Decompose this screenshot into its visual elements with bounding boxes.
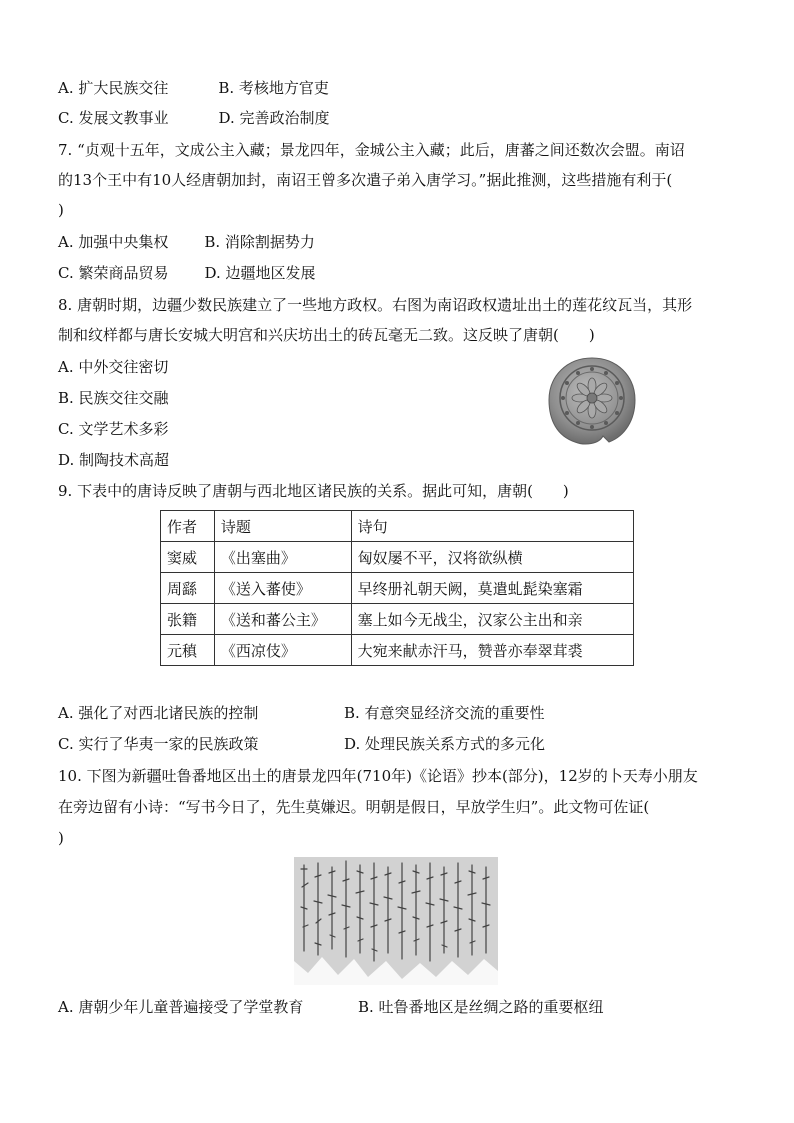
q6-option-c: C. 发展文教事业 [58,109,169,127]
q7-stem-line-1: 7. “贞观十五年，文成公主入藏；景龙四年，金城公主入藏；此后，唐蕃之间还数次会盟。南诏 [58,141,685,159]
table-cell-verse: 塞上如今无战尘，汉家公主出和亲 [351,604,633,635]
table-row [161,573,634,604]
table-cell-verse: 早终册礼朝天阙，莫遣虬髭染塞霜 [351,573,633,604]
q7-stem-line-3: ) [58,201,64,219]
table-cell-title: 《送入蕃使》 [214,573,351,604]
table-header-cell: 作者 [161,511,215,542]
q9-option-a: A. 强化了对西北诸民族的控制 [58,704,259,722]
table-header-row [161,511,634,542]
q10-option-a: A. 唐朝少年儿童普遍接受了学堂教育 [58,998,304,1016]
q6-options-row-1 [58,78,329,98]
q9-options-row-1 [58,703,545,723]
q9-option-c: C. 实行了华夷一家的民族政策 [58,735,259,753]
lotus-tile-image [545,354,639,448]
analects-manuscript-image [294,857,498,985]
q10-stem-line-1: 10. 下图为新疆吐鲁番地区出土的唐景龙四年(710年)《论语》抄本(部分)，12岁的卜天寿小朋友 [58,767,698,785]
table-row [161,604,634,635]
table-cell-title: 《西凉伎》 [214,635,351,666]
q10-stem-line-3: ) [58,829,64,847]
q6-option-b: B. 考核地方官吏 [218,79,329,97]
tang-poems-table [160,510,634,666]
q6-options-row-2 [58,108,330,128]
q7-option-d: D. 边疆地区发展 [204,264,316,282]
q9-stem: 9. 下表中的唐诗反映了唐朝与西北地区诸民族的关系。据此可知，唐朝( ) [58,482,569,500]
q7-options-row-2 [58,263,316,283]
q10-options-row-1 [58,997,604,1017]
table-cell-verse: 大宛来献赤汗马，赞普亦奉翠茸裘 [351,635,633,666]
q8-stem-line-2: 制和纹样都与唐长安城大明宫和兴庆坊出土的砖瓦毫无二致。这反映了唐朝( ) [58,326,595,344]
q9-option-b: B. 有意突显经济交流的重要性 [344,704,545,722]
q10-option-b: B. 吐鲁番地区是丝绸之路的重要枢纽 [358,998,604,1016]
q7-option-a: A. 加强中央集权 [58,233,169,251]
q8-option-b: B. 民族交往交融 [58,389,169,407]
table-cell-verse: 匈奴屡不平，汉将欲纵横 [351,542,633,573]
q8-option-a: A. 中外交往密切 [58,358,169,376]
table-row [161,542,634,573]
q8-option-c: C. 文学艺术多彩 [58,420,169,438]
table-cell-title: 《送和蕃公主》 [214,604,351,635]
q7-options-row-1 [58,232,315,252]
table-cell-author: 元稹 [161,635,215,666]
table-cell-author: 窦威 [161,542,215,573]
q9-option-d: D. 处理民族关系方式的多元化 [344,735,546,753]
table-cell-author: 张籍 [161,604,215,635]
table-row [161,635,634,666]
q7-option-b: B. 消除割据势力 [204,233,315,251]
table-header-cell: 诗题 [214,511,351,542]
table-cell-title: 《出塞曲》 [214,542,351,573]
table-header-cell: 诗句 [351,511,633,542]
q9-options-row-2 [58,734,545,754]
q6-option-a: A. 扩大民族交往 [58,79,169,97]
q7-stem-line-2: 的13个王中有10人经唐朝加封，南诏王曾多次遣子弟入唐学习。”据此推测，这些措施有利于( [58,171,673,189]
q8-stem-line-1: 8. 唐朝时期，边疆少数民族建立了一些地方政权。右图为南诏政权遗址出土的莲花纹瓦当，其形 [58,296,693,314]
table-cell-author: 周繇 [161,573,215,604]
q10-stem-line-2: 在旁边留有小诗：“写书今日了，先生莫嫌迟。明朝是假日，早放学生归”。此文物可佐证( [58,798,650,816]
q8-option-d: D. 制陶技术高超 [58,451,170,469]
q6-option-d: D. 完善政治制度 [218,109,330,127]
q7-option-c: C. 繁荣商品贸易 [58,264,169,282]
